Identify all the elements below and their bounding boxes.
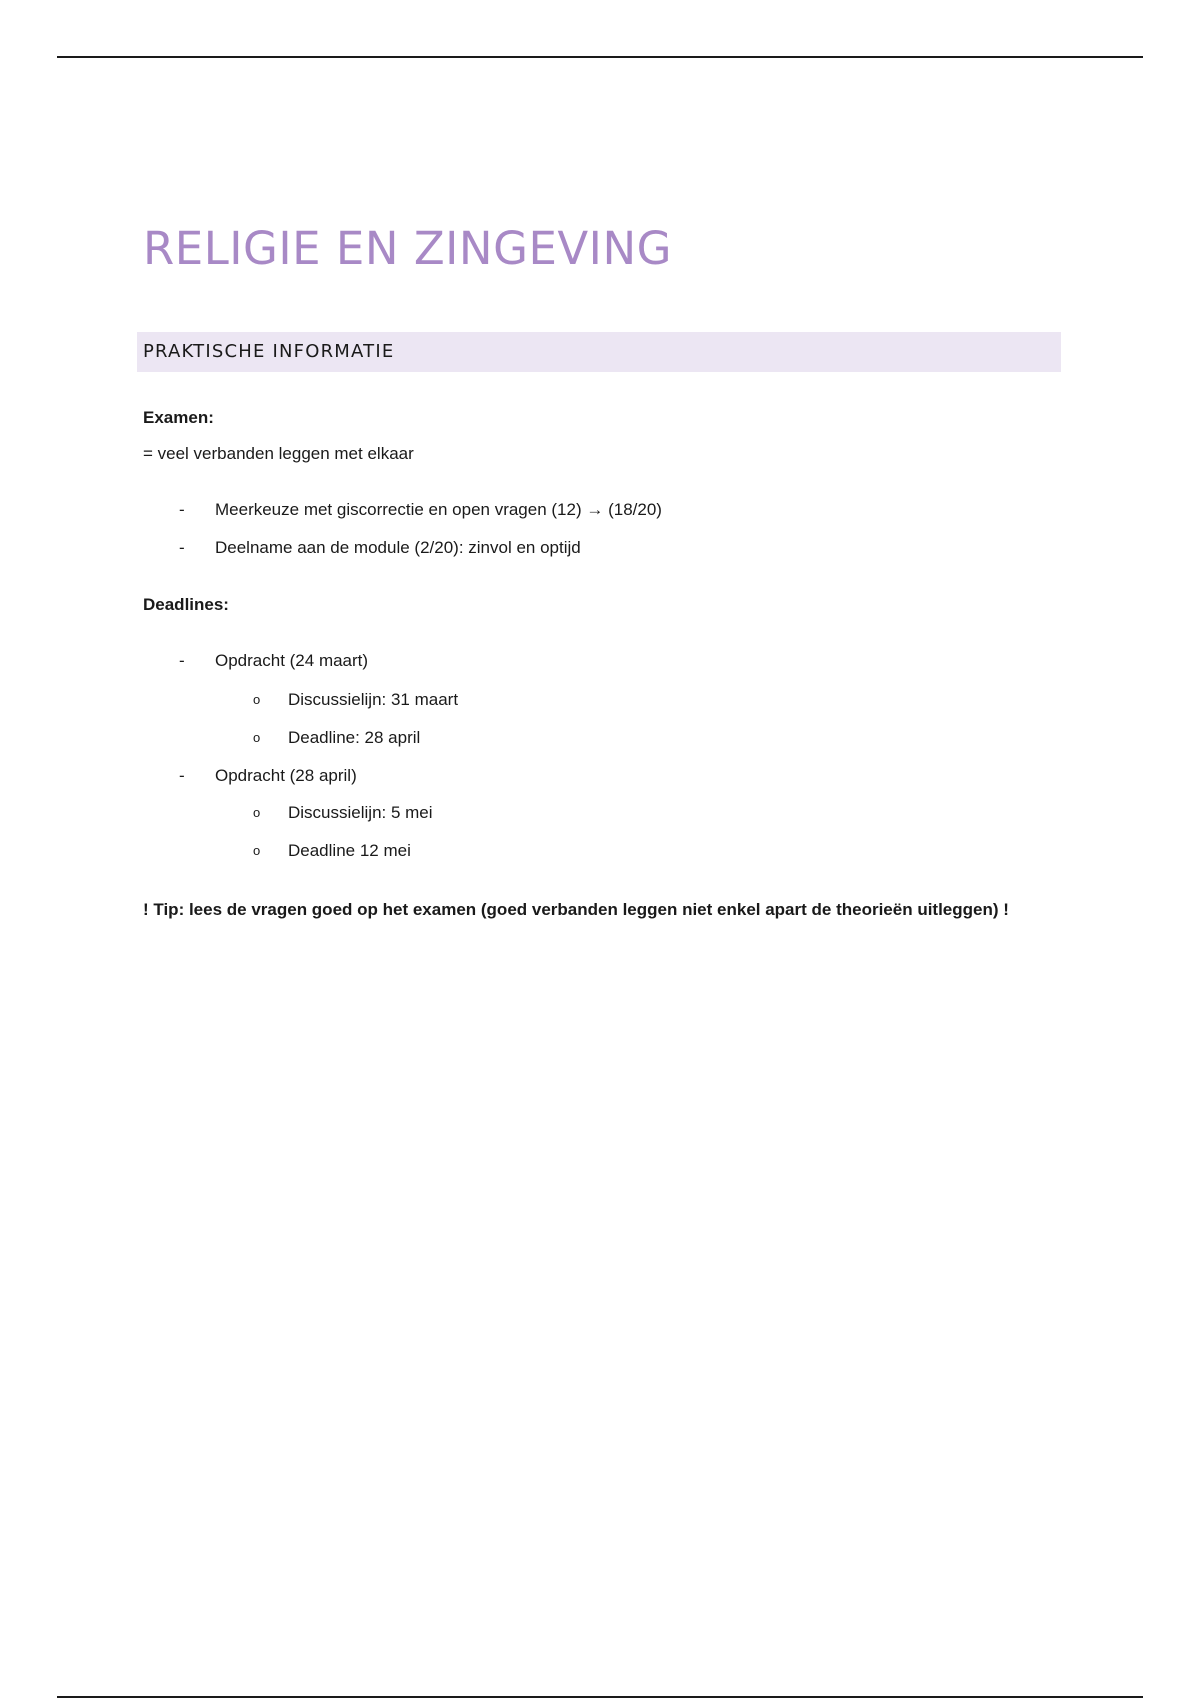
assignment-label: Opdracht (28 april) [215,766,357,785]
assignment-subitem-text: Deadline 12 mei [288,841,411,860]
dash-bullet-icon: - [179,766,185,785]
footer-rule [57,1696,1143,1698]
exam-label: Examen: [143,408,214,427]
dash-bullet-icon: - [179,500,185,519]
assignment-subitem-text: Discussielijn: 5 mei [288,803,433,822]
document-title: RELIGIE EN ZINGEVING [143,222,672,275]
circle-bullet-icon: o [253,805,261,820]
circle-bullet-icon: o [253,692,261,707]
assignment-subitem-text: Discussielijn: 31 maart [288,690,459,709]
dash-bullet-icon: - [179,538,185,557]
exam-description: = veel verbanden leggen met elkaar [143,444,414,463]
deadlines-label: Deadlines: [143,595,229,614]
header-rule [57,56,1143,58]
exam-tip: ! Tip: lees de vragen goed op het examen (goed verbanden leggen niet enkel apart de theorieën uitleggen) ! [143,900,1009,919]
section-heading: PRAKTISCHE INFORMATIE [143,341,395,362]
dash-bullet-icon: - [179,651,185,670]
assignment-subitem-text: Deadline: 28 april [288,728,421,747]
exam-item-text: Deelname aan de module (2/20): zinvol en optijd [215,538,581,557]
circle-bullet-icon: o [253,843,261,858]
circle-bullet-icon: o [253,730,261,745]
exam-item-text: Meerkeuze met giscorrectie en open vragen (12) → (18/20) [215,500,662,519]
assignment-label: Opdracht (24 maart) [215,651,369,670]
